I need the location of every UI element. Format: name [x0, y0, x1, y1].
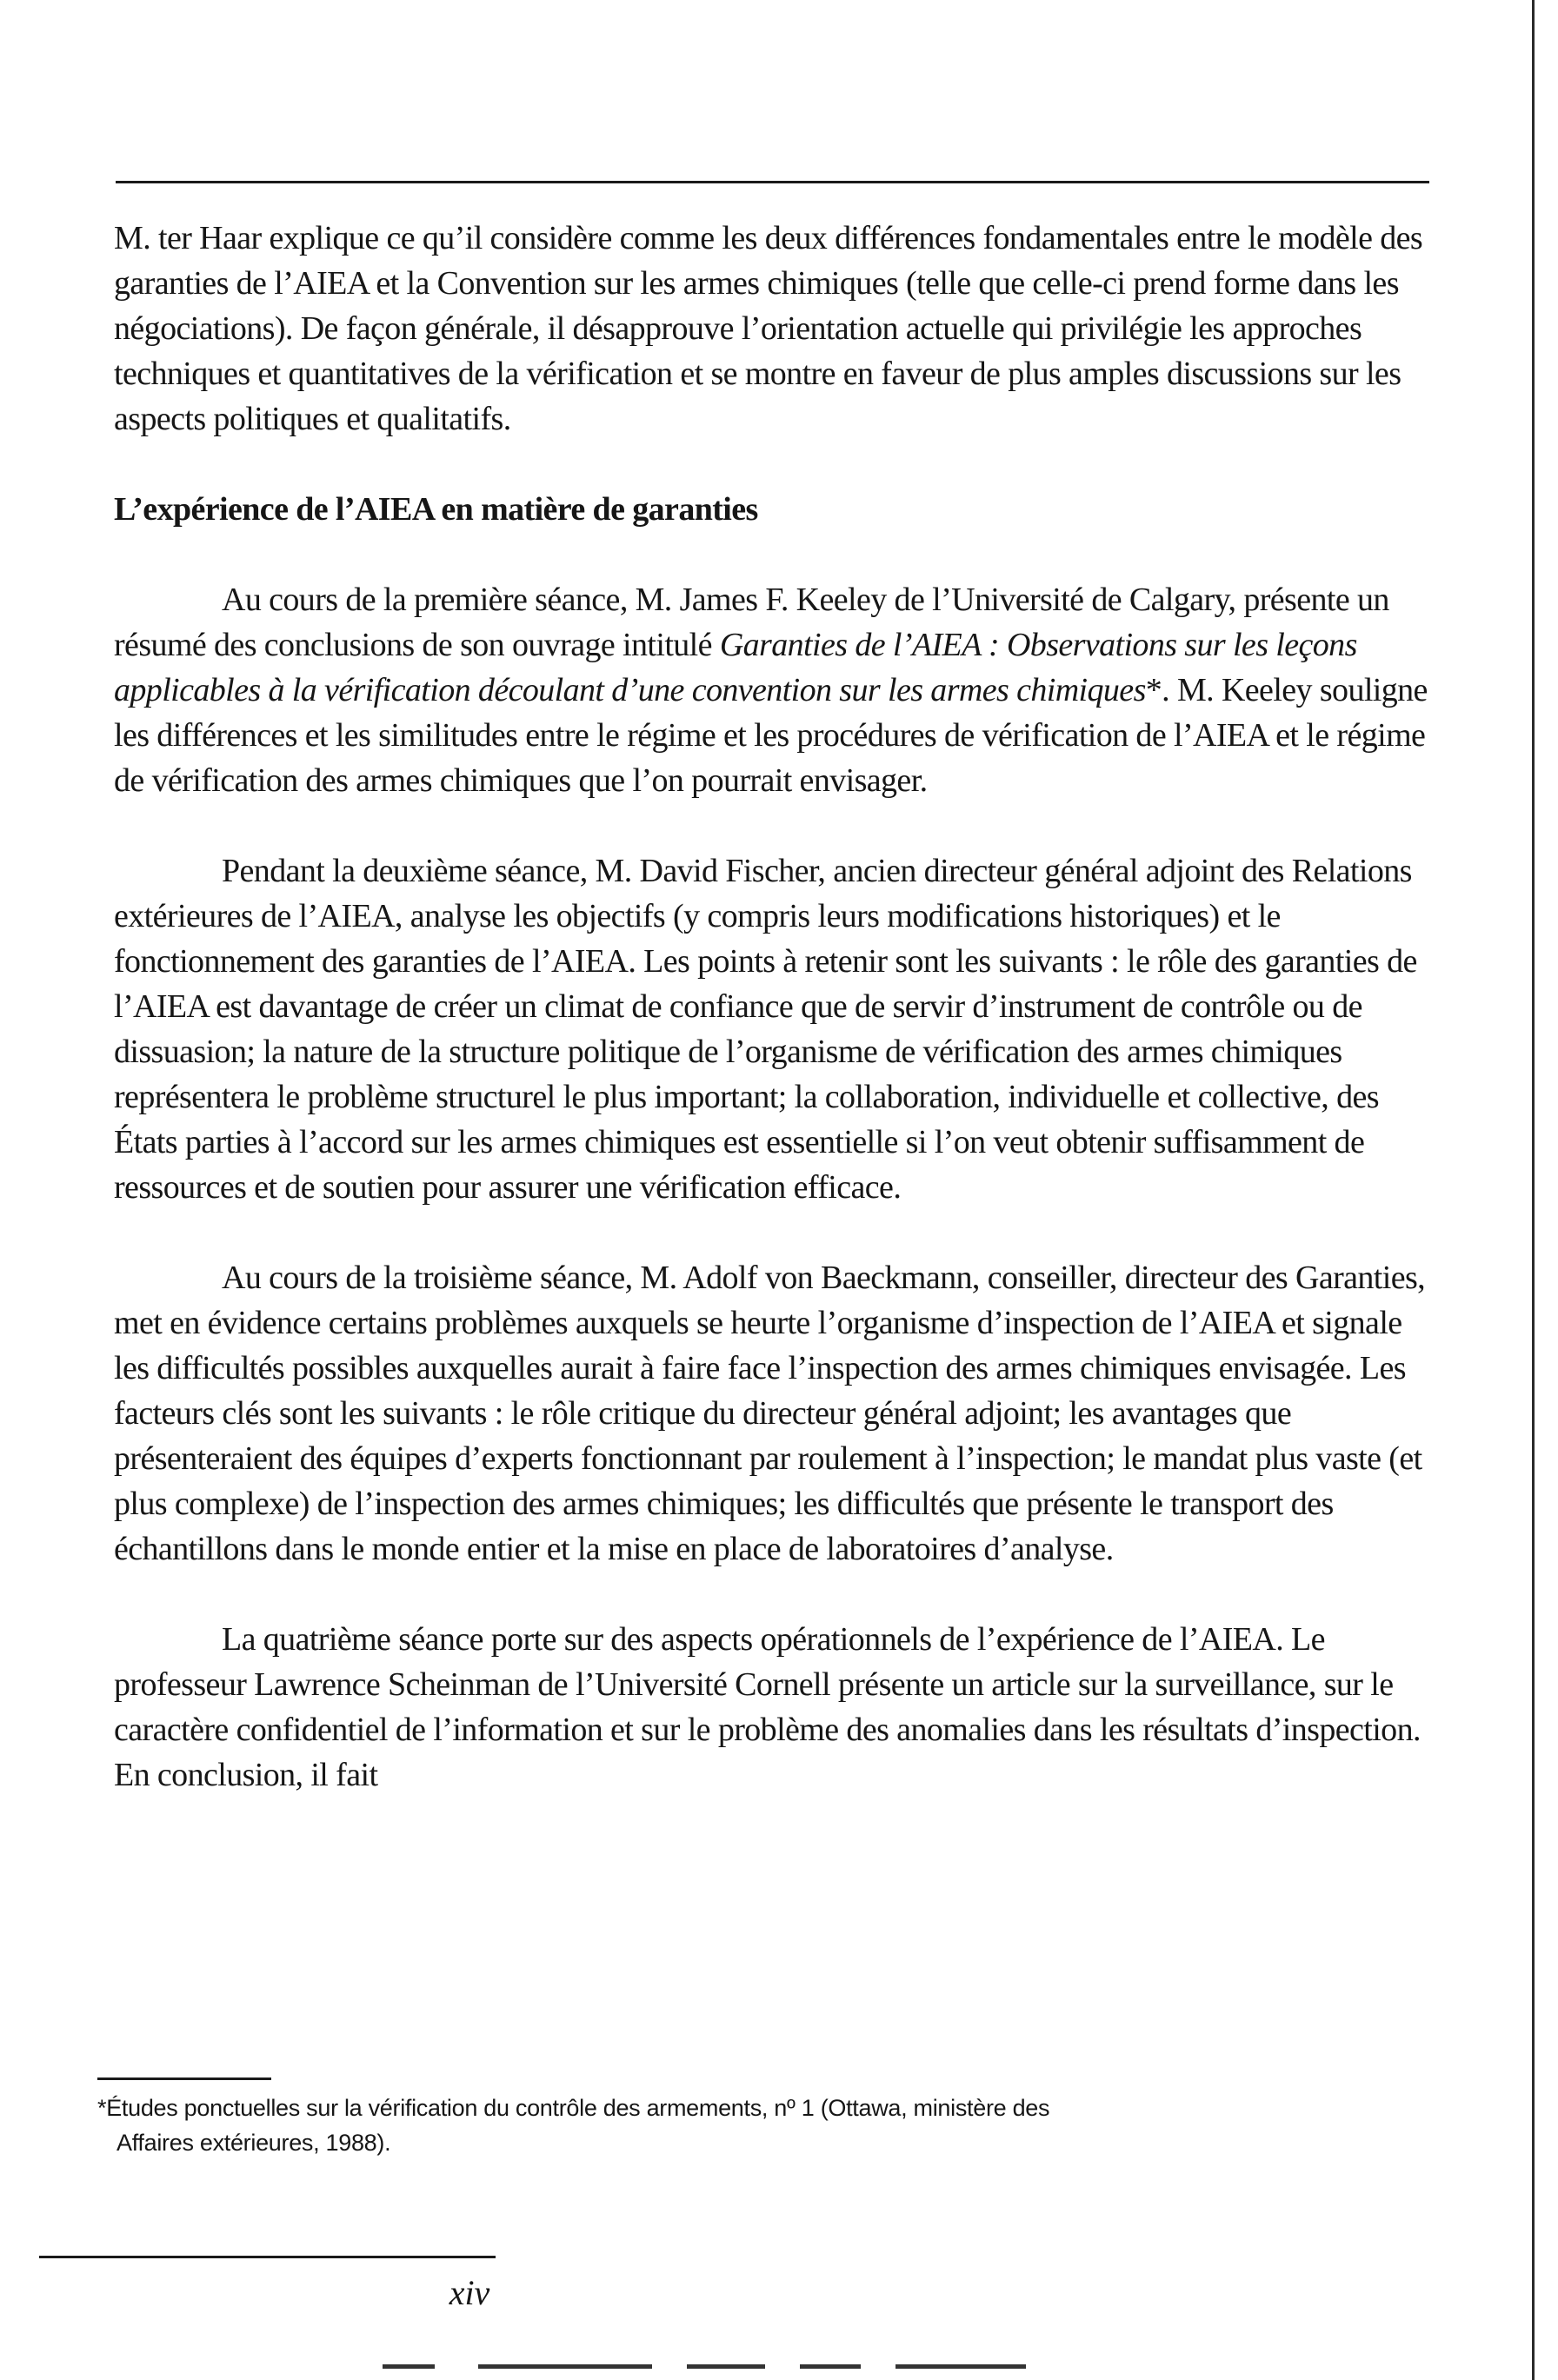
page-number: xiv [449, 2273, 490, 2312]
footnote-line-2: Affaires extérieures, 1988). [117, 2130, 391, 2156]
paragraph-baeckmann: Au cours de la troisième séance, M. Adolf von Baeckmann, conseiller, directeur des Garanties, met en évidence certains problèmes auxquels se heurte l’organisme d’inspection de l’AIEA et signale les difficultés possibles auxquelles aurait à faire face l’inspection des armes chimiques envisagée. Les facteurs clés sont les suivants : le rôle critique du directeur général adjoint; les avantages que présenteraient des équipes d’experts fonctionnant par roulement à l’inspection; le mandat plus vaste (et plus complexe) de l’inspection des armes chimiques; les difficultés que présente le transport des échantillons dans le monde entier et la mise en place de laboratoires d’analyse. [114, 1260, 1426, 1567]
paragraph-keeley [114, 577, 1444, 803]
paragraph-fischer: Pendant la deuxième séance, M. David Fischer, ancien directeur général adjoint des Relations extérieures de l’AIEA, analyse les objectifs (y compris leurs modifications historiques) et le fonctionnement des garanties de l’AIEA. Les points à retenir sont les suivants : le rôle des garanties de l’AIEA est davantage de créer un climat de confiance que de servir d’instrument de contrôle ou de dissuasion; la nature de la structure politique de l’organisme de vérification des armes chimiques représentera le problème structurel le plus important; la collaboration, individuelle et collective, des États parties à l’accord sur les armes chimiques est essentielle si l’on veut obtenir suffisamment de ressources et de soutien pour assurer une vérification efficace. [114, 853, 1417, 1206]
keeley-text-after-title: *. M. Keeley souligne les différences et les similitudes entre le régime et les procédures de vérification de l’AIEA et le régime de vérification des armes chimiques que l’on pourrait envisager. [114, 672, 1428, 799]
footnote-rule [97, 2078, 271, 2080]
bottom-rule [39, 2256, 496, 2258]
keeley-text-before-title: Au cours de la première séance, M. James F. Keeley de l’Université de Calgary, présente un résumé des conclusions de son ouvrage intitulé [114, 582, 1389, 663]
book-title: Garanties de l’AIEA : Observations sur les leçons applicables à la vérification découlant d’une convention sur les armes chimiques [114, 627, 1357, 708]
paragraph-intro: M. ter Haar explique ce qu’il considère comme les deux différences fondamentales entre le modèle des garanties de l’AIEA et la Convention sur les armes chimiques (telle que celle-ci prend forme dans les négociations). De façon générale, il désapprouve l’orientation actuelle qui privilégie les approches techniques et quantitatives de la vérification et se montre en faveur de plus amples discussions sur les aspects politiques et qualitatifs. [114, 220, 1423, 437]
paragraph-scheinman: La quatrième séance porte sur des aspects opérationnels de l’expérience de l’AIEA. Le professeur Lawrence Scheinman de l’Université Cornell présente un article sur la surveillance, sur le caractère confidentiel de l’information et sur le problème des anomalies dans les résultats d’inspection. En conclusion, il fait [114, 1621, 1421, 1793]
scan-artifacts [383, 2364, 1043, 2373]
scan-edge-line [1532, 0, 1535, 2380]
body-text [114, 216, 1444, 1798]
footnote [97, 2091, 1436, 2160]
section-heading: L’expérience de l’AIEA en matière de garanties [114, 491, 758, 528]
footnote-line-1: *Études ponctuelles sur la vérification du contrôle des armements, nº 1 (Ottawa, ministère des [97, 2095, 1050, 2121]
top-rule [116, 181, 1429, 183]
